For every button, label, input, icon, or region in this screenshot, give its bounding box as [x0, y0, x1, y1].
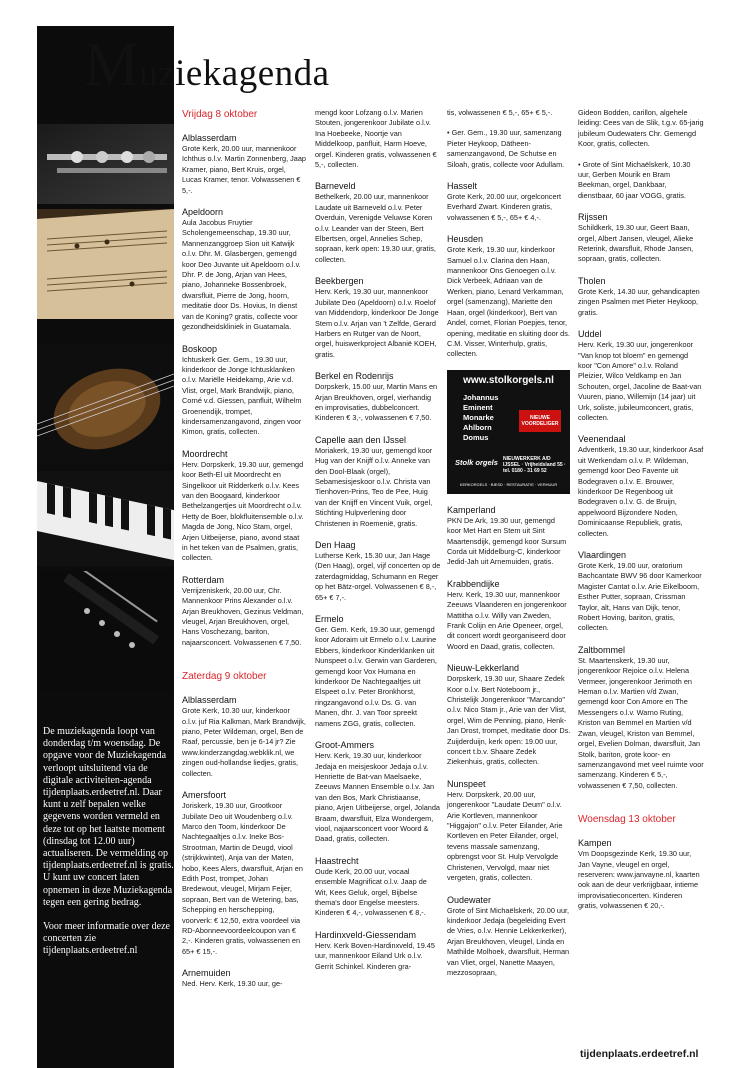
page-title — [84, 31, 330, 99]
location-heading: Uddel — [578, 329, 602, 340]
event-text: tis, volwassenen € 5,-, 65+ € 5,-. — [447, 108, 553, 117]
event-text: Aula Jacobus Fruytier Scholengemeenschap, 19.30 uur, Mannenzanggroep Sion uit Katwijk o.l.v. Dhr. M. Glasbergen, gemengd koor Deo Juvante uit Apeldoorn o.l.v. Dhr. P. de Jong, Arjan van Hees, piano, Johanneke Bossenbroek, dwarsfluit, Pierre de Jong, hoorn, meditatie door Ds. Hovius, In dienst van de Koning? gratis, collecte voor gezondheidskliniek in Guatamala. — [182, 218, 301, 332]
location-heading: Rotterdam — [182, 574, 225, 585]
ad-brand-name: Monarke — [463, 412, 494, 422]
location-heading: Capelle aan den IJssel — [315, 434, 407, 445]
event-text: Grote Kerk, 10.30 uur, kinderkoor o.l.v. juf Ria Kalkman, Mark Brandwijk, piano, Peter Wildeman, orgel, Ben de Raaf, percussie, ben je 6-14 jr? Zie www.kinderzangdag.webklik.nl, we zingen oud-hollandse liedjes, gratis, collecten. — [182, 706, 306, 778]
ad-brand-name: Johannus — [463, 392, 499, 402]
sidebar-paragraph: De muziekagenda loopt van donderdag t/m woensdag. De opgave voor de Muziekagenda verloopt uitsluitend via de digitale activiteiten-agenda tijdenplaats.erdeetref.nl. Daar kunt u zelf bepalen welke gegevens worden vermeld en deze tot op het laatste moment (dinsdag tot 12.00 uur) actualiseren. De vermelding op tijdenplaats.erdeetref.nl is gratis. U kunt uw concert laten opnemen in deze Muziekagenda tegen een gering bedrag. — [43, 726, 174, 908]
location-heading: Hasselt — [447, 181, 478, 192]
ad-badge: NIEUWE VOORDELIGER — [519, 410, 561, 432]
agenda-column-1 — [182, 108, 306, 1000]
event-text: Moriakerk, 19.30 uur, gemengd koor Hug van der Knijff o.l.v. Anneke van den Dool-Blaak (orgel), Sebamesisjeskoor o.l.v. Christa van Tienhoven-Prins, Teo de Pee, Huig van der Knijff en Vincent Vuik, orgel, Stichting Hulpverlening door Christenen in Roemenië, gratis. — [315, 445, 433, 528]
event-text: Dorpskerk, 19.30 uur, Shaare Zedek Koor o.l.v. Bert Noteboom jr., Christelijk Jongerenkoor "Marcando" o.l.v. Nico Stam jr., Arie van der Vlist, orgel, Wim de Penning, piano, Henk-Jan Drost, trompet, meditatie door Ds. Zuijderduijn, kerk open: 19.00 uur, concert t.b.v. Shaare Zedek Ziekenhuis, gratis, collecten. — [447, 674, 571, 767]
event-text: Grote of Sint Michaëlskerk, 20.00 uur, kinderkoor Jedaja (begeleiding Evert de Vries, o.l.v. Hennie Lekkerkerker), Arjan Breukhoven, vleugel, Linda en Mathilde Molhoek, dwarsfluit, Herman van Vliet, orgel, Nanette Maayen, mezzosopraan, — [447, 905, 570, 977]
location-heading: Apeldoorn — [182, 207, 224, 218]
piano-keys-photo — [37, 471, 174, 566]
event-text: Ned. Herv. Kerk, 19.30 uur, ge- — [182, 979, 283, 989]
location-heading: Ermelo — [315, 614, 344, 625]
location-heading: Tholen — [578, 275, 606, 286]
location-heading: Den Haag — [315, 540, 356, 550]
event-text: Bethelkerk, 20.00 uur, mannenkoor Laudate uit Barneveld o.l.v. Peter Overduin, Verenigde Veluwse Koren o.l.v. Leander van der Steen, Bert Elbertsen, orgel, Annelies Schep, sopraan, kerk open: 19.30 uur, gratis, collecten. — [315, 192, 436, 264]
footer-website[interactable]: tijdenplaats.erdeetref.nl — [580, 1048, 699, 1060]
event-text: Joriskerk, 19.30 uur, Grootkoor Jubilate Deo uit Woudenberg o.l.v. Marco den Toom, kinderkoor De Nachtegaaltjes o.l.v. Ineke Bos-Strootman, Martin de Deugd, viool (strijkkwintet), Anja van der Maten, hobo, Kees Alers, dwarsfluit, Arjan en Edith Post, trompet, Johan Bredewout, vleugel, Mirjam Feijer, sopraan, Bert van de Wetering, bas, Schepping en herschepping, voorverk: € 12,50, extra voordeel via RD-Abonneevoordeelcoupon van € 2,-. Kinderen gratis, volwassenen en 65+ € 15,-. — [182, 801, 303, 956]
spacer — [578, 801, 704, 813]
location-heading: Haastrecht — [315, 855, 359, 866]
day-heading: Woensdag 13 oktober — [578, 814, 676, 826]
spacer — [182, 658, 306, 670]
location-heading: Heusden — [447, 234, 484, 245]
event-text: Grote Kerk, 20.00 uur, mannenkoor Ichthus o.l.v. Martin Zonnenberg, Jaap Kramer, piano, Bert Kruis, orgel, Lucas Kramer, tenor. Volwassenen € 5,-. — [182, 144, 306, 195]
location-heading: Beekbergen — [315, 276, 364, 287]
ad-brand-name: Ahlborn — [463, 422, 492, 432]
ad-address: NIEUWERKERK A/D IJSSEL · Vrijheidsland 55 · tel. 0180 - 31 69 52 — [503, 455, 566, 474]
flute-keys-photo — [37, 124, 174, 204]
location-heading: Arnemuiden — [182, 968, 231, 979]
event-text: PKN De Ark, 19.30 uur, gemengd koor Met Hart en Stem uit Sint Maartensdijk, gemengd koor Sursum Corda uit Middelburg-C, kinderkoor Jedid-Jah uit Arnemuiden, gratis. — [447, 515, 567, 567]
location-heading: Moordrecht — [182, 448, 228, 459]
event-text: Grote Kerk, 19.30 uur, kinderkoor Samuel o.l.v. Clarina den Haan, mannenkoor Ons Genoegen o.l.v. Dick Verbeek, Adriaan van de Werken, piano, Lenard Verkamman, orgel (samenzang), Mariette den Haan, orgel (kinderkoor), Bert van Andel, cornet, Florian Poepjes, tenor, opening, meditatie en sluiting door ds. C.M. Visser, Winterhulp, gratis, collecten. — [447, 245, 570, 359]
event-text: Ger. Gem. Kerk, 19.30 uur, gemengd koor Adoraim uit Ermelo o.l.v. Laurine Ebbers, kinderkoor Kinderklanken uit Nunspeet o.l.v. Gerwin van Garderen, gemengd koor Vox Humana en kinderkoor De Nachtegaaltjes uit Elspeet o.l.v. Peter Bronkhorst, ringzangavond o.l.v. Ds. G. van Manen, dhr. J. van Toor spreekt namens ZGG, gratis, collecten. — [315, 625, 437, 728]
location-heading: Boskoop — [182, 343, 218, 354]
event-text: Verrijzeniskerk, 20.00 uur, Chr. Mannenkoor Prins Alexander o.l.v. Arjan Breukhoven, Gezinus Veldman, vleugel, Arjan Breukhoven, orgel, Hans Voschezang, bariton, najaarsconcert. Volwassenen € 7,50. — [182, 585, 304, 647]
location-heading: Nunspeet — [447, 778, 486, 789]
ad-url[interactable]: www.stolkorgels.nl — [463, 374, 554, 386]
location-heading: Vlaardingen — [578, 550, 627, 560]
event-text: Herv. Dorpskerk, 20.00 uur, jongerenkoor "Laudate Deum" o.l.v. Arie Kortleven, mannenkoor "Higgajon" o.l.v. Peter Eilander, Arie Kortleven en Peter Eilander, orgel, tevens massale samenzang, opbrengst voor St. Hulp Vervolgde Christenen, Vervolgd, maar niet vergeten, gratis, collecten. — [447, 789, 563, 883]
event-text: Grote Kerk, 20.00 uur, orgelconcert Everhard Zwart. Kinderen gratis, volwassenen € 5,-, 65+ € 4,-. — [447, 192, 561, 222]
location-heading: Zaltbommel — [578, 644, 626, 655]
day-heading: Zaterdag 9 oktober — [182, 671, 267, 683]
location-heading: Krabbendijke — [447, 578, 500, 589]
location-heading: Berkel en Rodenrijs — [315, 371, 394, 382]
location-heading: Veenendaal — [578, 434, 626, 445]
event-text: Herv. Kerk, 19.30 uur, jongerenkoor "Van knop tot bloem" en gemengd koor "Con Amore" o.l.v. Roland Pleizier, Wilco Veldkamp en Jan Schouten, orgel, Jacoline de Baat-van Vuuren, piano, Willemijn (14 jaar) uit Urk, soliste, jubileumconcert, gratis, collecten. — [578, 340, 702, 422]
location-heading: Alblasserdam — [182, 695, 237, 706]
location-heading: Alblasserdam — [182, 133, 237, 143]
event-text: Schildkerk, 19.30 uur, Geert Baan, orgel, Albert Jansen, vleugel, Alieke Reterink, dwarsfluit, Rhode Jansen, sopraan, gratis, collecten. — [578, 223, 694, 264]
location-heading: Oudewater — [447, 894, 492, 905]
event-text: St. Maartenskerk, 19.30 uur, jongerenkoor Rejoice o.l.v. Helena Vermeer, jongerenkoor Jerimoth en Heman o.l.v. Martien v/d Zwan, gemengd koor Con Amore en The Messengers o.l.v. Warno Ruting, Kriston van Bemmel en Martien v/d Zwan, vleugel, Kriston van Bemmel, orgel, Evelien Dolman, dwarsfluit, Jan Stolk, bariton, grote koor- en samenzangavond met veel ruimte voor samenzang. Kinderen € 5,-, volwassenen € 7,50, collecten. — [578, 655, 704, 790]
event-text: Grote Kerk, 19.00 uur, oratorium Bachcantate BWV 96 door Kamerkoor Magister Cantat o.l.v. Arie Eikelboom, Esther Putter, sopraan, Crissman Taylor, alt, Hans van Dijk, tenor, Robert Hoving, bariton, gratis, collecten. — [578, 561, 702, 633]
agenda-column-2 — [315, 108, 441, 982]
clarinet-photo — [37, 571, 174, 691]
sidebar-info-text — [43, 726, 177, 970]
event-text: • Ger. Gem., 19.30 uur, samenzang Pieter Heykoop, Dätheen-samenzangavond, De Schutse en Siloah, gratis, collecte voor Adullam. — [447, 128, 565, 169]
event-text: Vm Doopsgezinde Kerk, 19.30 uur, Jan Vayne, vleugel en orgel, reserveren: www.janvayne.nl, kaarten ook aan de deur verkrijgbaar, intieme improvisatieconcerten. Kinderen gratis, volwassenen € 20,-. — [578, 849, 700, 911]
event-text: Gideon Bodden, carillon, algehele leiding: Cees van de Slik, t.g.v. 65-jarig jubileum Oudewaters Chr. Gemengd Koor, gratis, collecten. — [578, 108, 704, 149]
event-text: Grote Kerk, 14.30 uur, gehandicapten zingen Psalmen met Pieter Heykoop, gratis. — [578, 286, 700, 317]
title-rest: uziekagenda — [139, 53, 330, 94]
sidebar-paragraph: Voor meer informatie over deze concerten zie tijdenplaats.erdeetref.nl — [43, 921, 170, 957]
event-text: mengd koor Lofzang o.l.v. Marien Stouten, jongerenkoor Jubilate o.l.v. Ina Hoebeeke, Noortje van Middelkoop, panfluit, Harm Hoeve, orgel. Kinderen gratis, volwassenen € 5,-, collecten. — [315, 108, 437, 170]
ad-logo-text: Stolk orgels — [455, 457, 498, 467]
event-text: Oude Kerk, 20.00 uur, vocaal ensemble Magnificat o.l.v. Jaap de Wit, Kees Geluk, orgel, Bijbelse thema's door Engelse meesters. Kinderen € 4,-, volwassenen € 8,-. — [315, 866, 427, 918]
event-text: Dorpskerk, 15.00 uur, Martin Mans en Arjan Breukhoven, orgel, vierhandig en improvisaties, dubbelconcert. Kinderen € 3,-, volwassenen € 7,50. — [315, 382, 438, 423]
sheet-music-photo — [37, 209, 174, 319]
ad-footer: KERKORGELS · BIESD · RESTAURATIE · VERHUUR — [459, 482, 558, 488]
ad-brand-name: Domus — [463, 432, 489, 442]
location-heading: Hardinxveld-Giessendam — [315, 929, 417, 940]
location-heading: Nieuw-Lekkerland — [447, 663, 520, 674]
location-heading: Amersfoort — [182, 790, 227, 801]
agenda-column-4 — [578, 108, 704, 922]
event-text: Herv. Kerk Boven-Hardinxveld, 19.45 uur, mannenkoor Eiland Urk o.l.v. Gerrit Schinkel. Kinderen gra- — [315, 940, 435, 971]
event-text: Herv. Dorpskerk, 19.30 uur, gemengd koor Beth-El uit Moordrecht en Singelkoor uit Ridderkerk o.l.v. Kees van den Boogaard, kinderkoor Bethelzangertjes uit Moordrecht o.l.v. Hetty de Boer, blokfluitensemble o.l.v. Magda de Jong, Nico Stam, orgel, Arjen Uitbeijerse, piano, avond staat in het teken van de Psalmen, gratis, collecten. — [182, 459, 304, 563]
violin-photo — [37, 344, 174, 464]
location-heading: Kampen — [578, 838, 612, 849]
location-heading: Rijssen — [578, 212, 608, 223]
day-heading: Vrijdag 8 oktober — [182, 109, 258, 120]
event-text: • Grote of Sint Michaëlskerk, 10.30 uur, Gerben Mourik en Bram Beekman, orgel, Dankbaar, dienstbaar, 60 jaar VOGG, gratis. — [578, 159, 691, 200]
title-initial: M — [84, 31, 140, 99]
ad-brand-name: Eminent — [463, 402, 493, 412]
stolk-orgels-ad — [447, 370, 570, 494]
event-text: Ichtuskerk Ger. Gem., 19.30 uur, kinderkoor de Jonge Ichtusklanken o.l.v. Mariëlle Heidekamp, Arie v.d. Vlist, orgel, Mark Brandwijk, piano, Corné v.d. Giessen, panfluit, Wilhelm Groenendijk, trompet, kindersamenzangavond, zingen voor Kimon, gratis, collecten. — [182, 354, 302, 437]
event-text: Herv. Kerk, 19.30 uur, mannenkoor Zeeuws Vlaanderen en jongerenkoor Mattitha o.l.v. Willy van Zweden, Frank Colijn en Arie Openeer, orgel, dit concert wordt georganiseerd door Woord en Daad, gratis, collecten. — [447, 589, 567, 651]
event-text: Adventkerk, 19.30 uur, kinderkoor Asaf uit Werkendam o.l.v. P. Wildeman, gemengd koor Deo Favente uit Bodegraven o.l.v. E. Brouwer, kinderkoor De Regenboog uit Bodegraven o.l.v. G. de Bruijn, appelwoord Bijzondere Noden, Dominicaanse Republiek, gratis, collecten. — [578, 445, 704, 538]
location-heading: Groot-Ammers — [315, 740, 375, 751]
event-text: Herv. Kerk, 19.30 uur, mannenkoor Jubilate Deo (Apeldoorn) o.l.v. Roelof van Middendorp, kinderkoor De Jonge Stem o.l.v. Arjan van 't Zelfde, Gerard Harbers en Rutger van de Noort, orgel, huiswerkproject Albanië KOEH, gratis. — [315, 287, 439, 359]
agenda-column-3 — [447, 108, 571, 988]
event-text: Herv. Kerk, 19.30 uur, kinderkoor Jedaja en meisjeskoor Jedaja o.l.v. Henriette de Bat-van Maelsaeke, Zeeuws Mannen Ensemble o.l.v. Jan van den Bos, Mark Christiaanse, piano, Arjen Uitbeijerse, orgel, Jolanda Braam, dwarsfluit, Elza Wondergem, viool, najaarsconcert voor Woord & Daad, gratis, collecten. — [315, 751, 440, 844]
location-heading: Kamperland — [447, 504, 496, 515]
location-heading: Barneveld — [315, 181, 356, 192]
event-text: Lutherse Kerk, 15.30 uur, Jan Hage (Den Haag), orgel, vijf concerten op de zaterdagmiddag, Schumann en Reger op het Bätz-orgel. Volwassenen € 8,-, 65+ € 7,-. — [315, 551, 441, 602]
